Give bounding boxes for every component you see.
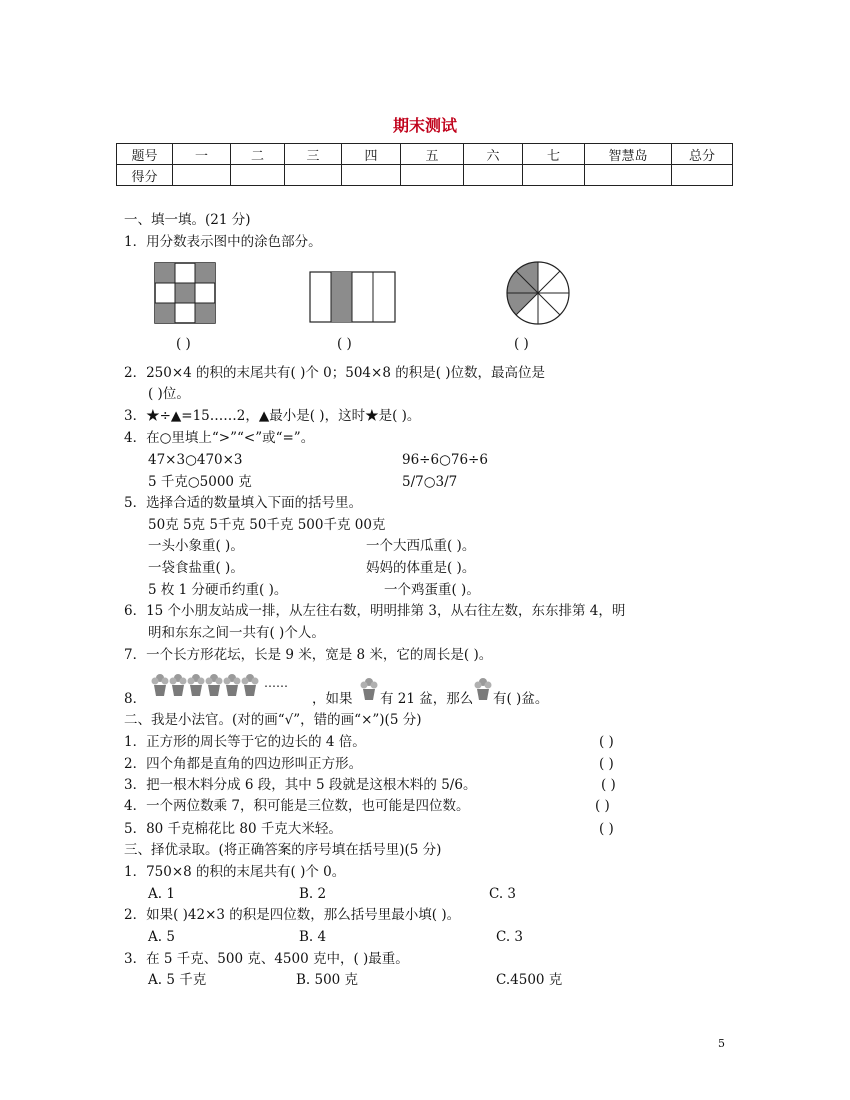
judge-blank[interactable]: ( ): [599, 756, 614, 772]
compare-item: 47×3○470×3: [148, 452, 243, 468]
flower-pot-icon: [170, 674, 187, 696]
flower-pot-icon: [152, 674, 169, 696]
section3-header: 三、择优录取。(将正确答案的序号填在括号里)(5 分): [124, 842, 442, 858]
judge-blank[interactable]: ( ): [601, 777, 616, 793]
answer-blank[interactable]: ( ): [337, 336, 352, 352]
score-cell: 六: [464, 144, 523, 165]
score-cell: 一: [173, 144, 231, 165]
answer-blank[interactable]: ( ): [176, 336, 191, 352]
judge-item: 1．正方形的周长等于它的边长的 4 倍。: [124, 734, 366, 750]
judge-item: 4．一个两位数乘 7，积可能是三位数，也可能是四位数。: [124, 798, 470, 814]
flower-pot-icon: [206, 674, 223, 696]
judge-item: 2．四个角都是直角的四边形叫正方形。: [124, 756, 363, 772]
question-2-cont: ( )位。: [148, 386, 190, 402]
judge-item: 5．80 千克棉花比 80 千克大米轻。: [124, 821, 342, 837]
section1-header: 一、填一填。(21 分): [124, 212, 251, 228]
choice-question: 3．在 5 千克、500 克、4500 克中，( )最重。: [124, 951, 409, 967]
question-7: 7．一个长方形花坛，长是 9 米，宽是 8 米，它的周长是( )。: [124, 647, 493, 663]
flower-pot-icon: [361, 678, 378, 700]
weight-item: 一头小象重( )。: [148, 538, 244, 554]
score-cell: 题号: [117, 144, 173, 165]
flower-pot-icon: [188, 674, 205, 696]
score-cell: 七: [523, 144, 585, 165]
flower-pot-icon: [475, 678, 492, 700]
judge-blank[interactable]: ( ): [599, 821, 614, 837]
choice-option[interactable]: A. 1: [148, 886, 175, 902]
question-8-number: 8．: [124, 691, 147, 707]
score-cell: 四: [342, 144, 401, 165]
score-cell: 智慧岛: [585, 144, 672, 165]
question-6: 6．15 个小朋友站成一排，从左往右数，明明排第 3，从右往左数，东东排第 4，明: [124, 603, 626, 619]
flower-pot-icon: [224, 674, 241, 696]
ellipsis: ……: [264, 676, 288, 690]
choice-option[interactable]: A. 5 千克: [148, 972, 207, 988]
weight-item: 5 枚 1 分硬币约重( )。: [148, 582, 288, 598]
page-title: 期末测试: [392, 116, 457, 135]
judge-item: 3．把一根木料分成 6 段，其中 5 段就是这根木料的 5/6。: [124, 777, 477, 793]
question-8-text: 有( )盆。: [493, 691, 549, 707]
question-5: 5．选择合适的数量填入下面的括号里。: [124, 495, 363, 511]
score-cell: 总分: [672, 144, 733, 165]
compare-item: 96÷6○76÷6: [402, 452, 488, 468]
weight-item: 一袋食盐重( )。: [148, 560, 244, 576]
compare-item: 5/7○3/7: [402, 474, 458, 490]
weight-item: 妈妈的体重是( )。: [366, 560, 476, 576]
choice-option[interactable]: C. 3: [496, 929, 524, 945]
choice-option[interactable]: B. 500 克: [296, 972, 359, 988]
page-number: 5: [718, 1037, 725, 1050]
question-8-text: ，如果: [312, 691, 353, 707]
weight-item: 一个鸡蛋重( )。: [384, 582, 480, 598]
choice-option[interactable]: B. 4: [299, 929, 327, 945]
choice-question: 2．如果( )42×3 的积是四位数，那么括号里最小填( )。: [124, 907, 461, 923]
choice-option[interactable]: A. 5: [148, 929, 175, 945]
choice-option[interactable]: B. 2: [299, 886, 327, 902]
compare-item: 5 千克○5000 克: [148, 474, 252, 490]
choice-question: 1．750×8 的积的末尾共有( )个 0。: [124, 864, 346, 880]
judge-blank[interactable]: ( ): [599, 734, 614, 750]
score-cell: 二: [231, 144, 285, 165]
choice-option[interactable]: C. 3: [489, 886, 517, 902]
score-cell: 三: [285, 144, 342, 165]
choice-option[interactable]: C.4500 克: [496, 972, 563, 988]
question-2: 2．250×4 的积的末尾共有( )个 0；504×8 的积是( )位数，最高位是: [124, 365, 546, 381]
question-3: 3．★÷▲=15……2，▲最小是( )，这时★是( )。: [124, 408, 421, 424]
score-label: 得分: [117, 165, 173, 186]
question-1: 1．用分数表示图中的涂色部分。: [124, 234, 322, 250]
weight-item: 一个大西瓜重( )。: [366, 538, 476, 554]
question-4: 4．在○里填上“>”“<”或“=”。: [124, 430, 315, 446]
section2-header: 二、我是小法官。(对的画“√”，错的画“×”)(5 分): [124, 712, 422, 728]
judge-blank[interactable]: ( ): [595, 798, 610, 814]
score-cell: 五: [401, 144, 464, 165]
weight-options: 50克 5克 5千克 50千克 500千克 00克: [148, 517, 386, 533]
answer-blank[interactable]: ( ): [514, 336, 529, 352]
flower-pot-icon: [242, 674, 259, 696]
question-8-text: 有 21 盆，那么: [380, 691, 474, 707]
question-6-cont: 明和东东之间一共有( )个人。: [148, 625, 325, 641]
